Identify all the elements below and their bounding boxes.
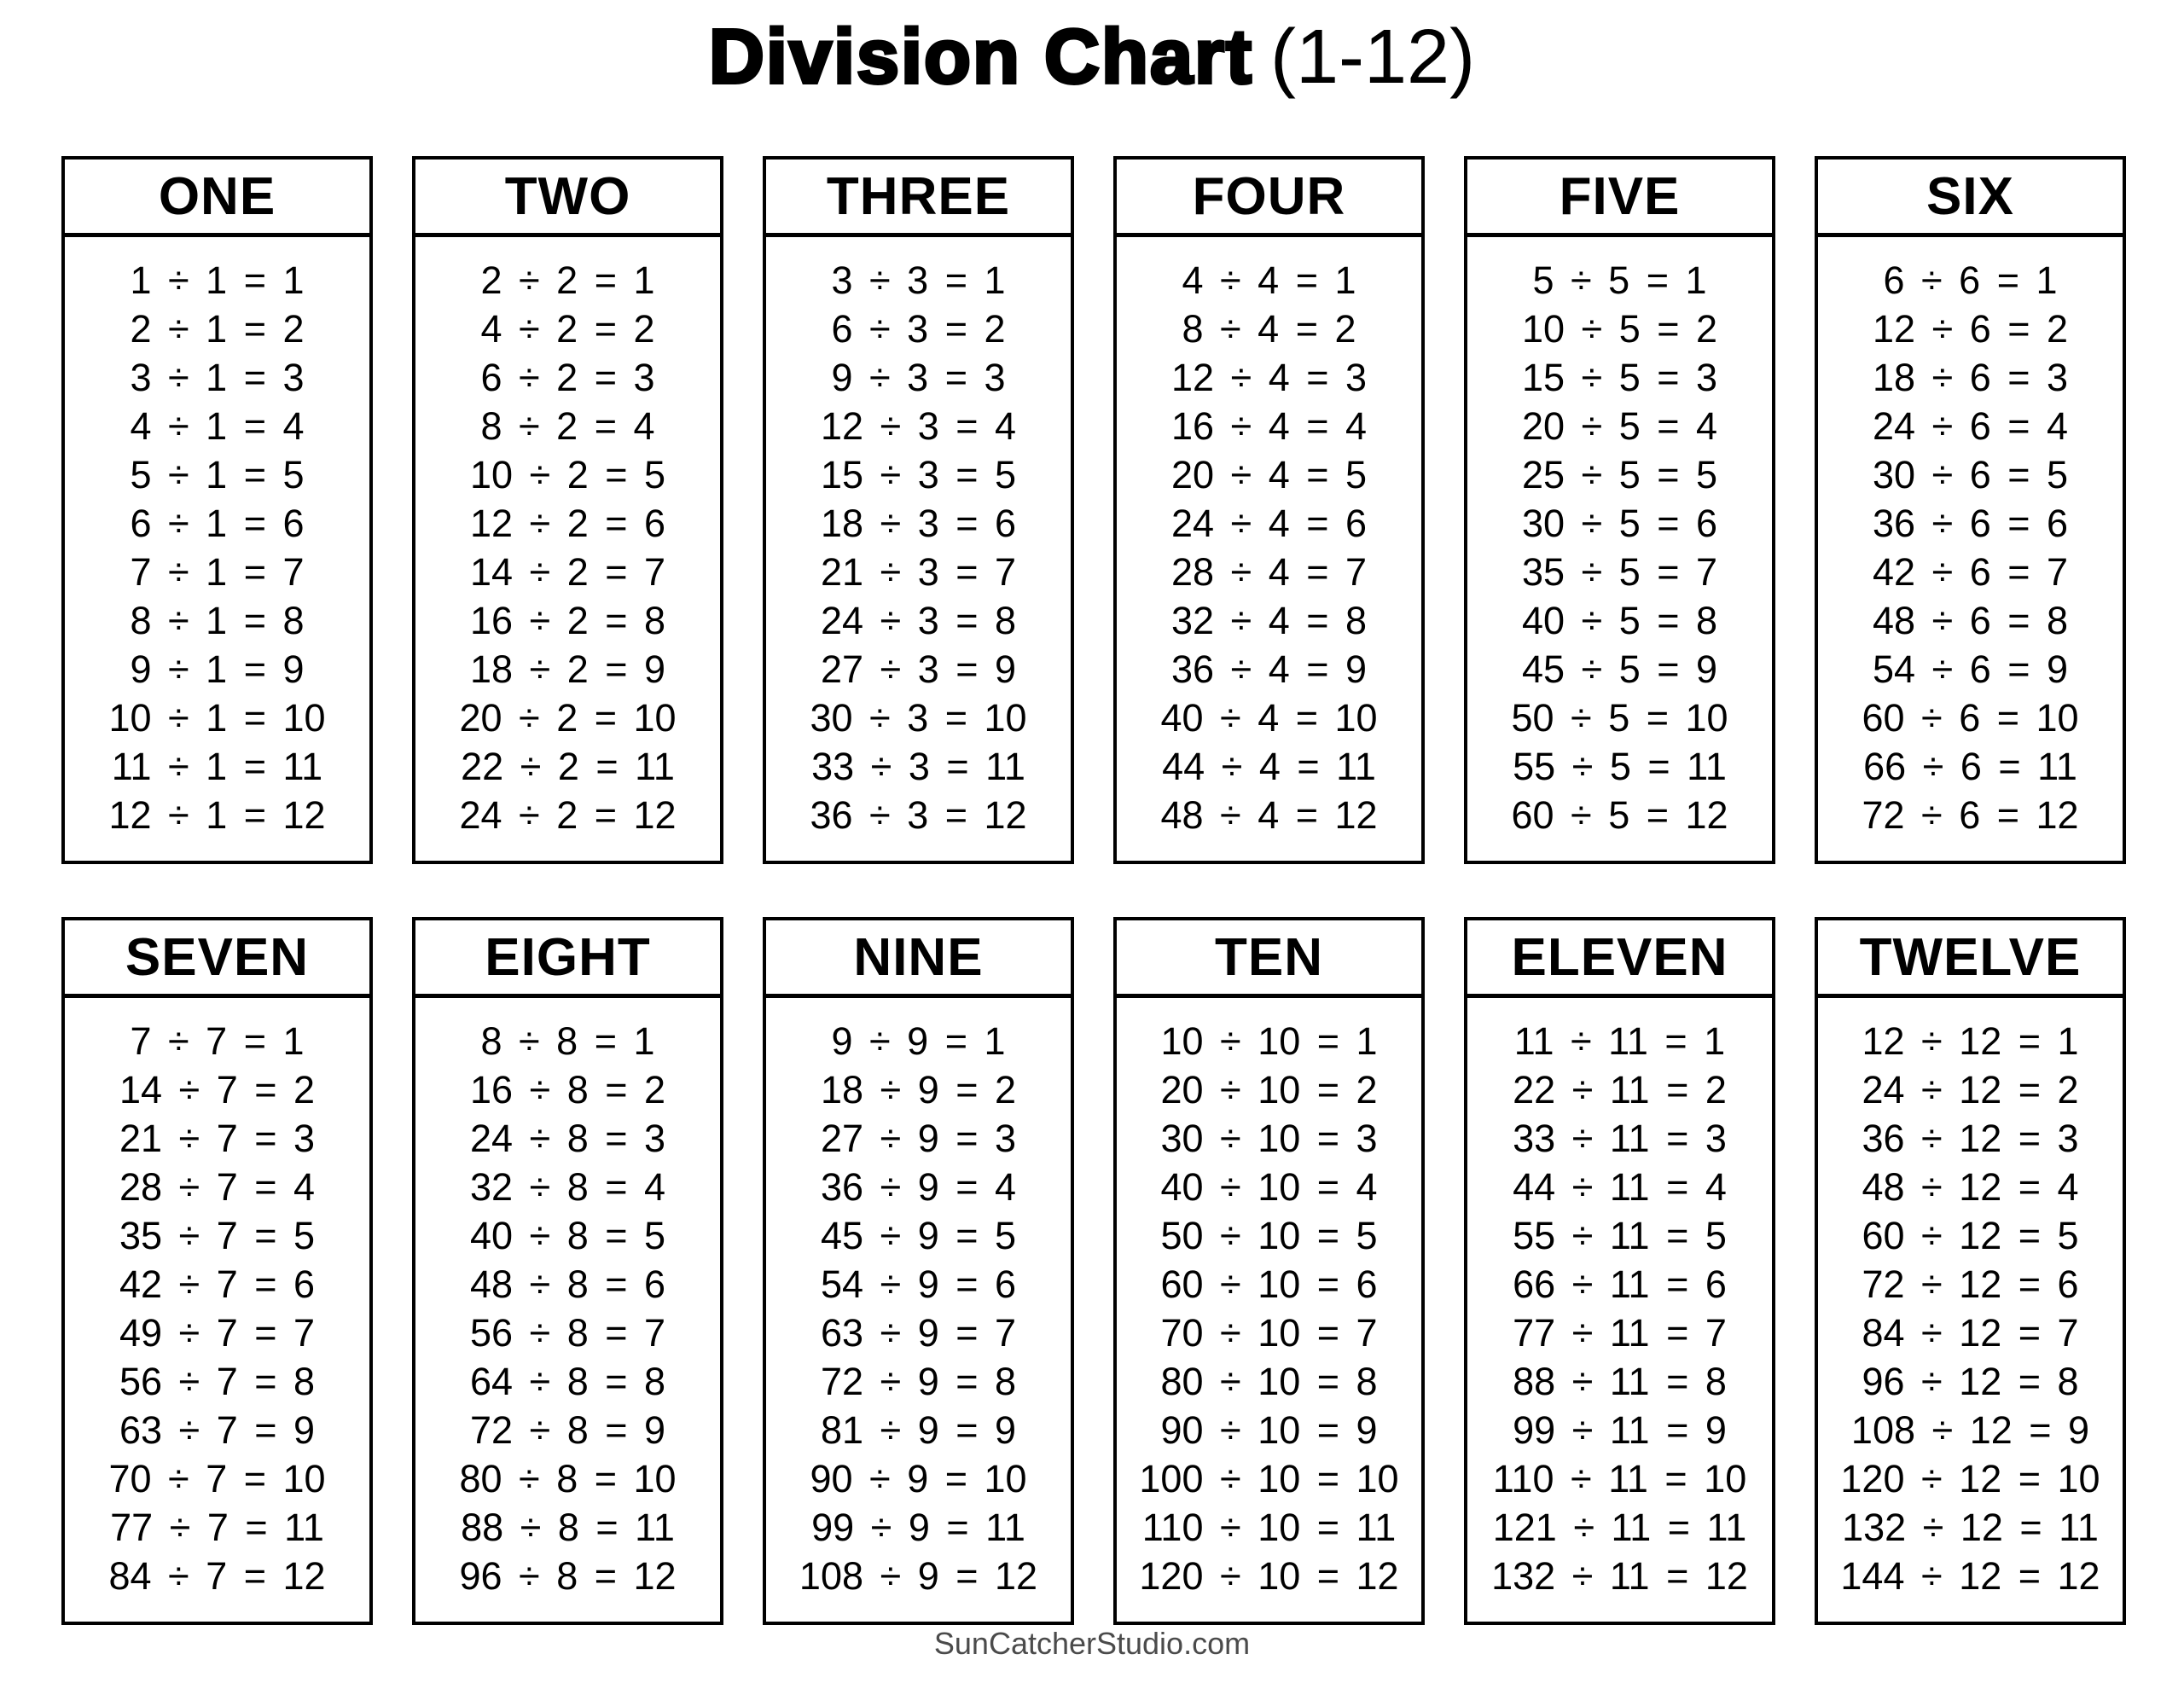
equation-row: 16 ÷ 4 = 4 bbox=[1170, 404, 1368, 448]
equation-row: 12 ÷ 12 = 1 bbox=[1862, 1019, 2079, 1063]
equation-row: 108 ÷ 9 = 12 bbox=[799, 1554, 1038, 1598]
equation-row: 80 ÷ 10 = 8 bbox=[1160, 1360, 1378, 1403]
division-card-four bbox=[1113, 156, 1425, 864]
division-card-five bbox=[1464, 156, 1775, 864]
card-body bbox=[1117, 237, 1421, 839]
equation-row: 30 ÷ 6 = 5 bbox=[1872, 453, 2069, 496]
equation-row: 7 ÷ 1 = 7 bbox=[130, 550, 305, 594]
card-header: TWO bbox=[415, 160, 720, 237]
card-body bbox=[1467, 237, 1772, 839]
page-title bbox=[0, 15, 2184, 100]
equation-row: 55 ÷ 5 = 11 bbox=[1513, 745, 1727, 788]
equation-row: 32 ÷ 4 = 8 bbox=[1170, 599, 1368, 642]
equation-row: 120 ÷ 10 = 12 bbox=[1139, 1554, 1399, 1598]
division-card-twelve bbox=[1815, 917, 2126, 1625]
equation-row: 24 ÷ 2 = 12 bbox=[459, 793, 677, 837]
card-body bbox=[1818, 237, 2123, 839]
equation-row: 24 ÷ 4 = 6 bbox=[1170, 502, 1368, 545]
equation-row: 33 ÷ 3 = 11 bbox=[811, 745, 1025, 788]
equation-row: 10 ÷ 5 = 2 bbox=[1521, 307, 1718, 351]
card-header: FOUR bbox=[1117, 160, 1421, 237]
equation-row: 60 ÷ 5 = 12 bbox=[1511, 793, 1728, 837]
equation-row: 21 ÷ 7 = 3 bbox=[119, 1117, 316, 1160]
equation-row: 28 ÷ 4 = 7 bbox=[1170, 550, 1368, 594]
equation-row: 15 ÷ 5 = 3 bbox=[1521, 356, 1718, 399]
equation-row: 50 ÷ 5 = 10 bbox=[1511, 696, 1728, 740]
equation-row: 77 ÷ 7 = 11 bbox=[110, 1506, 324, 1549]
equation-row: 42 ÷ 6 = 7 bbox=[1872, 550, 2069, 594]
equation-row: 6 ÷ 3 = 2 bbox=[831, 307, 1006, 351]
equation-row: 20 ÷ 4 = 5 bbox=[1170, 453, 1368, 496]
equation-row: 9 ÷ 3 = 3 bbox=[831, 356, 1006, 399]
equation-row: 50 ÷ 10 = 5 bbox=[1160, 1214, 1378, 1257]
equation-row: 32 ÷ 8 = 4 bbox=[469, 1165, 666, 1209]
equation-row: 8 ÷ 8 = 1 bbox=[480, 1019, 655, 1063]
equation-row: 55 ÷ 11 = 5 bbox=[1513, 1214, 1727, 1257]
equation-row: 66 ÷ 6 = 11 bbox=[1863, 745, 2077, 788]
equation-row: 12 ÷ 1 = 12 bbox=[108, 793, 326, 837]
equation-row: 24 ÷ 12 = 2 bbox=[1862, 1068, 2079, 1111]
card-header: ELEVEN bbox=[1467, 920, 1772, 998]
equation-row: 144 ÷ 12 = 12 bbox=[1840, 1554, 2100, 1598]
title-main: Division Chart bbox=[708, 15, 1253, 100]
equation-row: 48 ÷ 4 = 12 bbox=[1160, 793, 1378, 837]
card-header: SEVEN bbox=[65, 920, 369, 998]
card-header: FIVE bbox=[1467, 160, 1772, 237]
equation-row: 28 ÷ 7 = 4 bbox=[119, 1165, 316, 1209]
equation-row: 11 ÷ 1 = 11 bbox=[111, 745, 323, 788]
equation-row: 60 ÷ 12 = 5 bbox=[1862, 1214, 2079, 1257]
equation-row: 80 ÷ 8 = 10 bbox=[459, 1457, 677, 1500]
equation-row: 81 ÷ 9 = 9 bbox=[820, 1408, 1017, 1452]
equation-row: 72 ÷ 12 = 6 bbox=[1862, 1262, 2079, 1306]
equation-row: 66 ÷ 11 = 6 bbox=[1513, 1262, 1727, 1306]
equation-row: 2 ÷ 1 = 2 bbox=[130, 307, 305, 351]
equation-row: 35 ÷ 7 = 5 bbox=[119, 1214, 316, 1257]
equation-row: 64 ÷ 8 = 8 bbox=[469, 1360, 666, 1403]
equation-row: 70 ÷ 7 = 10 bbox=[108, 1457, 326, 1500]
equation-row: 27 ÷ 9 = 3 bbox=[820, 1117, 1017, 1160]
card-header: THREE bbox=[766, 160, 1071, 237]
equation-row: 90 ÷ 10 = 9 bbox=[1160, 1408, 1378, 1452]
equation-row: 4 ÷ 1 = 4 bbox=[130, 404, 305, 448]
equation-row: 120 ÷ 12 = 10 bbox=[1840, 1457, 2100, 1500]
equation-row: 70 ÷ 10 = 7 bbox=[1160, 1311, 1378, 1355]
equation-row: 27 ÷ 3 = 9 bbox=[820, 647, 1017, 691]
equation-row: 21 ÷ 3 = 7 bbox=[820, 550, 1017, 594]
card-body bbox=[1117, 998, 1421, 1600]
equation-row: 12 ÷ 2 = 6 bbox=[469, 502, 666, 545]
division-card-three bbox=[763, 156, 1074, 864]
equation-row: 16 ÷ 8 = 2 bbox=[469, 1068, 666, 1111]
equation-row: 99 ÷ 11 = 9 bbox=[1513, 1408, 1727, 1452]
equation-row: 40 ÷ 10 = 4 bbox=[1160, 1165, 1378, 1209]
card-header: TWELVE bbox=[1818, 920, 2123, 998]
card-body bbox=[65, 237, 369, 839]
equation-row: 20 ÷ 5 = 4 bbox=[1521, 404, 1718, 448]
equation-row: 30 ÷ 5 = 6 bbox=[1521, 502, 1718, 545]
card-body bbox=[766, 237, 1071, 839]
equation-row: 2 ÷ 2 = 1 bbox=[480, 258, 655, 302]
card-header: ONE bbox=[65, 160, 369, 237]
equation-row: 10 ÷ 2 = 5 bbox=[469, 453, 666, 496]
footer-credit: SunCatcherStudio.com bbox=[933, 1626, 1251, 1661]
equation-row: 3 ÷ 1 = 3 bbox=[130, 356, 305, 399]
equation-row: 44 ÷ 4 = 11 bbox=[1162, 745, 1376, 788]
equation-row: 12 ÷ 6 = 2 bbox=[1872, 307, 2069, 351]
equation-row: 16 ÷ 2 = 8 bbox=[469, 599, 666, 642]
equation-row: 8 ÷ 4 = 2 bbox=[1182, 307, 1356, 351]
card-header: NINE bbox=[766, 920, 1071, 998]
equation-row: 40 ÷ 5 = 8 bbox=[1521, 599, 1718, 642]
equation-row: 14 ÷ 2 = 7 bbox=[469, 550, 666, 594]
equation-row: 56 ÷ 7 = 8 bbox=[119, 1360, 316, 1403]
division-card-eight bbox=[412, 917, 723, 1625]
equation-row: 36 ÷ 4 = 9 bbox=[1170, 647, 1368, 691]
equation-row: 45 ÷ 5 = 9 bbox=[1521, 647, 1718, 691]
equation-row: 44 ÷ 11 = 4 bbox=[1513, 1165, 1727, 1209]
equation-row: 20 ÷ 10 = 2 bbox=[1160, 1068, 1378, 1111]
equation-row: 48 ÷ 6 = 8 bbox=[1872, 599, 2069, 642]
equation-row: 10 ÷ 10 = 1 bbox=[1160, 1019, 1378, 1063]
equation-row: 60 ÷ 10 = 6 bbox=[1160, 1262, 1378, 1306]
division-card-one bbox=[61, 156, 373, 864]
equation-row: 72 ÷ 9 = 8 bbox=[820, 1360, 1017, 1403]
equation-row: 12 ÷ 3 = 4 bbox=[820, 404, 1017, 448]
equation-row: 48 ÷ 8 = 6 bbox=[469, 1262, 666, 1306]
equation-row: 6 ÷ 1 = 6 bbox=[130, 502, 305, 545]
equation-row: 8 ÷ 1 = 8 bbox=[130, 599, 305, 642]
division-card-two bbox=[412, 156, 723, 864]
equation-row: 1 ÷ 1 = 1 bbox=[130, 258, 305, 302]
equation-row: 3 ÷ 3 = 1 bbox=[831, 258, 1006, 302]
equation-row: 35 ÷ 5 = 7 bbox=[1521, 550, 1718, 594]
equation-row: 54 ÷ 9 = 6 bbox=[820, 1262, 1017, 1306]
equation-row: 60 ÷ 6 = 10 bbox=[1862, 696, 2079, 740]
equation-row: 72 ÷ 6 = 12 bbox=[1862, 793, 2079, 837]
equation-row: 36 ÷ 6 = 6 bbox=[1872, 502, 2069, 545]
equation-row: 10 ÷ 1 = 10 bbox=[108, 696, 326, 740]
equation-row: 40 ÷ 8 = 5 bbox=[469, 1214, 666, 1257]
equation-row: 99 ÷ 9 = 11 bbox=[811, 1506, 1025, 1549]
equation-row: 30 ÷ 10 = 3 bbox=[1160, 1117, 1378, 1160]
equation-row: 5 ÷ 1 = 5 bbox=[130, 453, 305, 496]
division-card-ten bbox=[1113, 917, 1425, 1625]
equation-row: 54 ÷ 6 = 9 bbox=[1872, 647, 2069, 691]
equation-row: 20 ÷ 2 = 10 bbox=[459, 696, 677, 740]
equation-row: 56 ÷ 8 = 7 bbox=[469, 1311, 666, 1355]
equation-row: 18 ÷ 3 = 6 bbox=[820, 502, 1017, 545]
card-body bbox=[766, 998, 1071, 1600]
equation-row: 90 ÷ 9 = 10 bbox=[810, 1457, 1027, 1500]
equation-row: 84 ÷ 12 = 7 bbox=[1862, 1311, 2079, 1355]
equation-row: 48 ÷ 12 = 4 bbox=[1862, 1165, 2079, 1209]
equation-row: 30 ÷ 3 = 10 bbox=[810, 696, 1027, 740]
card-body bbox=[1467, 998, 1772, 1600]
division-card-six bbox=[1815, 156, 2126, 864]
equation-row: 40 ÷ 4 = 10 bbox=[1160, 696, 1378, 740]
equation-row: 14 ÷ 7 = 2 bbox=[119, 1068, 316, 1111]
equation-row: 9 ÷ 9 = 1 bbox=[831, 1019, 1006, 1063]
equation-row: 18 ÷ 9 = 2 bbox=[820, 1068, 1017, 1111]
division-card-eleven bbox=[1464, 917, 1775, 1625]
equation-row: 77 ÷ 11 = 7 bbox=[1513, 1311, 1727, 1355]
equation-row: 8 ÷ 2 = 4 bbox=[480, 404, 655, 448]
equation-row: 18 ÷ 2 = 9 bbox=[469, 647, 666, 691]
equation-row: 96 ÷ 8 = 12 bbox=[459, 1554, 677, 1598]
equation-row: 49 ÷ 7 = 7 bbox=[119, 1311, 316, 1355]
division-card-seven bbox=[61, 917, 373, 1625]
division-card-nine bbox=[763, 917, 1074, 1625]
equation-row: 84 ÷ 7 = 12 bbox=[108, 1554, 326, 1598]
equation-row: 33 ÷ 11 = 3 bbox=[1513, 1117, 1727, 1160]
equation-row: 18 ÷ 6 = 3 bbox=[1872, 356, 2069, 399]
card-header: TEN bbox=[1117, 920, 1421, 998]
equation-row: 45 ÷ 9 = 5 bbox=[820, 1214, 1017, 1257]
equation-row: 12 ÷ 4 = 3 bbox=[1170, 356, 1368, 399]
equation-row: 7 ÷ 7 = 1 bbox=[130, 1019, 305, 1063]
division-cards-grid bbox=[61, 156, 2126, 1625]
equation-row: 6 ÷ 2 = 3 bbox=[480, 356, 655, 399]
card-body bbox=[65, 998, 369, 1600]
equation-row: 15 ÷ 3 = 5 bbox=[820, 453, 1017, 496]
equation-row: 108 ÷ 12 = 9 bbox=[1850, 1408, 2090, 1452]
equation-row: 36 ÷ 9 = 4 bbox=[820, 1165, 1017, 1209]
equation-row: 22 ÷ 2 = 11 bbox=[461, 745, 675, 788]
equation-row: 4 ÷ 2 = 2 bbox=[480, 307, 655, 351]
equation-row: 11 ÷ 11 = 1 bbox=[1513, 1019, 1726, 1063]
equation-row: 88 ÷ 11 = 8 bbox=[1513, 1360, 1727, 1403]
equation-row: 110 ÷ 10 = 11 bbox=[1141, 1506, 1397, 1549]
equation-row: 96 ÷ 12 = 8 bbox=[1862, 1360, 2079, 1403]
equation-row: 63 ÷ 9 = 7 bbox=[820, 1311, 1017, 1355]
equation-row: 36 ÷ 3 = 12 bbox=[810, 793, 1027, 837]
equation-row: 4 ÷ 4 = 1 bbox=[1182, 258, 1356, 302]
equation-row: 24 ÷ 3 = 8 bbox=[820, 599, 1017, 642]
card-body bbox=[415, 998, 720, 1600]
card-header: SIX bbox=[1818, 160, 2123, 237]
equation-row: 72 ÷ 8 = 9 bbox=[469, 1408, 666, 1452]
equation-row: 22 ÷ 11 = 2 bbox=[1513, 1068, 1727, 1111]
equation-row: 63 ÷ 7 = 9 bbox=[119, 1408, 316, 1452]
card-body bbox=[415, 237, 720, 839]
equation-row: 100 ÷ 10 = 10 bbox=[1139, 1457, 1399, 1500]
equation-row: 5 ÷ 5 = 1 bbox=[1532, 258, 1707, 302]
card-body bbox=[1818, 998, 2123, 1600]
equation-row: 88 ÷ 8 = 11 bbox=[461, 1506, 675, 1549]
title-range: (1-12) bbox=[1270, 15, 1476, 100]
equation-row: 110 ÷ 11 = 10 bbox=[1492, 1457, 1747, 1500]
card-header: EIGHT bbox=[415, 920, 720, 998]
equation-row: 9 ÷ 1 = 9 bbox=[130, 647, 305, 691]
equation-row: 42 ÷ 7 = 6 bbox=[119, 1262, 316, 1306]
equation-row: 121 ÷ 11 = 11 bbox=[1492, 1506, 1747, 1549]
equation-row: 24 ÷ 8 = 3 bbox=[469, 1117, 666, 1160]
equation-row: 132 ÷ 12 = 11 bbox=[1842, 1506, 2099, 1549]
equation-row: 24 ÷ 6 = 4 bbox=[1872, 404, 2069, 448]
equation-row: 36 ÷ 12 = 3 bbox=[1862, 1117, 2079, 1160]
equation-row: 6 ÷ 6 = 1 bbox=[1883, 258, 2058, 302]
equation-row: 132 ÷ 11 = 12 bbox=[1491, 1554, 1748, 1598]
equation-row: 25 ÷ 5 = 5 bbox=[1521, 453, 1718, 496]
